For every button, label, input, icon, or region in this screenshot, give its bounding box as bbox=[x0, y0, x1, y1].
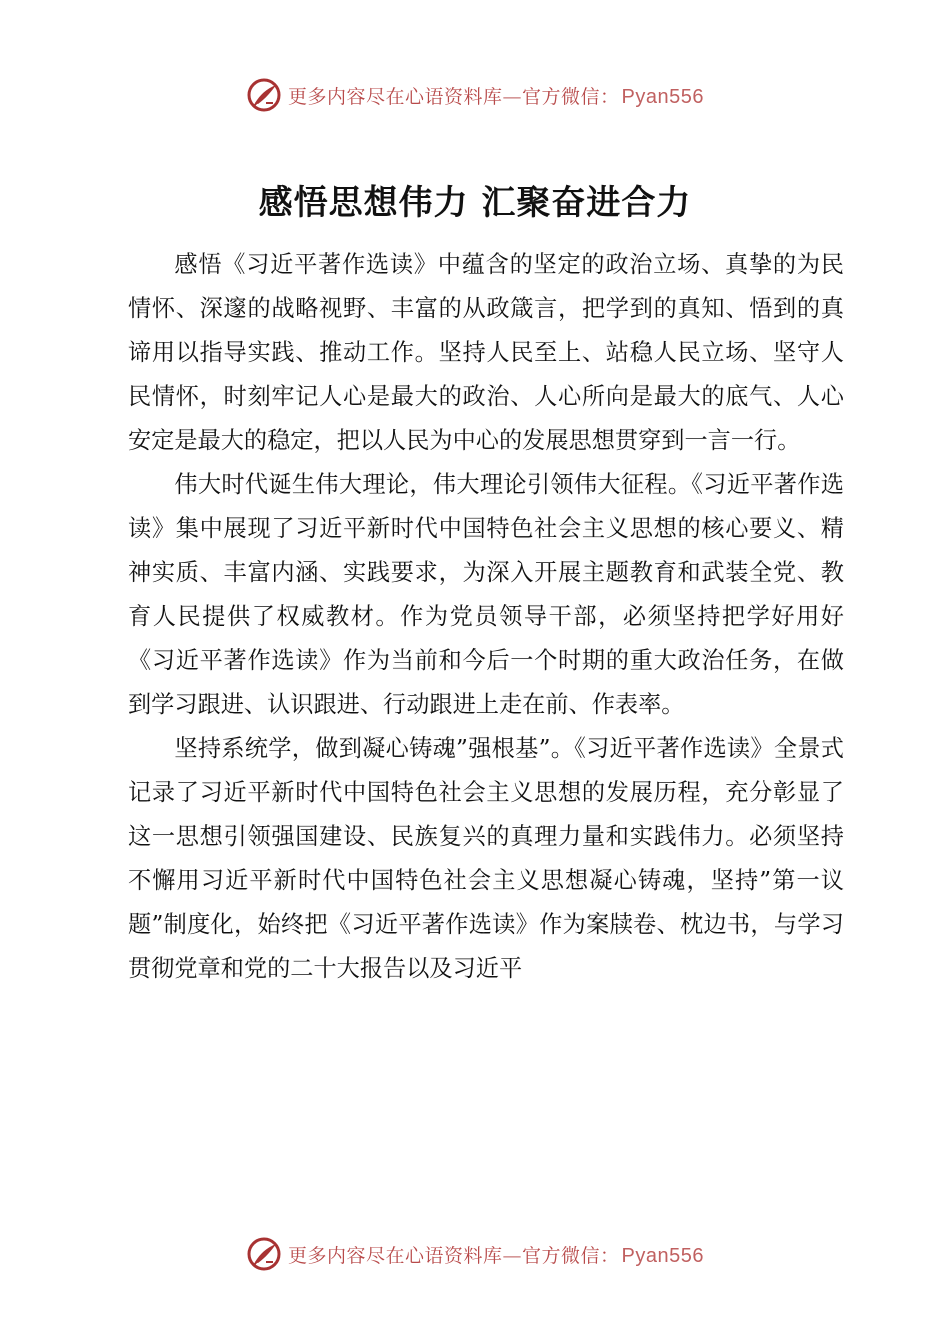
document-body bbox=[128, 243, 844, 991]
document-title: 感悟思想伟力 汇聚奋进合力 bbox=[258, 183, 692, 223]
banner-suffix: 官方微信： bbox=[522, 85, 620, 108]
footer-banner-wechat-id: Pyan556 bbox=[621, 1244, 704, 1267]
banner-main-text: 更多内容尽在心语资料库 bbox=[288, 85, 503, 108]
footer-banner bbox=[0, 1232, 950, 1276]
paragraph-3: 坚持系统学，做到凝心铸魂”强根基”。《习近平著作选读》全景式记录了习近平新时代中国特色社会主义思想的发展历程，充分彰显了这一思想引领强国建设、民族复兴的真理力量和实践伟力。必须坚持不懈用习近平新时代中国特色社会主义思想凝心铸魂，坚持”第一议题”制度化，始终把《习近平著作选读》作为案牍卷、枕边书，与学习贯彻党章和党的二十大报告以及习近平 bbox=[128, 735, 844, 982]
header-banner bbox=[0, 73, 950, 117]
footer-banner-suffix: 官方微信： bbox=[522, 1244, 620, 1267]
feather-pen-logo-icon bbox=[246, 1236, 282, 1272]
footer-banner-text bbox=[288, 1241, 704, 1268]
banner-separator: — bbox=[502, 85, 523, 108]
paragraph-1: 感悟《习近平著作选读》中蕴含的坚定的政治立场、真挚的为民情怀、深邃的战略视野、丰富的从政箴言，把学到的真知、悟到的真谛用以指导实践、推动工作。坚持人民至上、站稳人民立场、坚守人民情怀，时刻牢记人心是最大的政治、人心所向是最大的底气、人心安定是最大的稳定，把以人民为中心的发展思想贯穿到一言一行。 bbox=[128, 251, 844, 454]
feather-pen-logo-icon bbox=[246, 77, 282, 113]
banner-text bbox=[288, 82, 704, 109]
paragraph-2: 伟大时代诞生伟大理论，伟大理论引领伟大征程。《习近平著作选读》集中展现了习近平新时代中国特色社会主义思想的核心要义、精神实质、丰富内涵、实践要求，为深入开展主题教育和武装全党、教育人民提供了权威教材。作为党员领导干部，必须坚持把学好用好《习近平著作选读》作为当前和今后一个时期的重大政治任务，在做到学习跟进、认识跟进、行动跟进上走在前、作表率。 bbox=[128, 471, 844, 718]
footer-banner-separator: — bbox=[502, 1244, 523, 1267]
banner-wechat-id: Pyan556 bbox=[621, 85, 704, 108]
footer-banner-main-text: 更多内容尽在心语资料库 bbox=[288, 1244, 503, 1267]
